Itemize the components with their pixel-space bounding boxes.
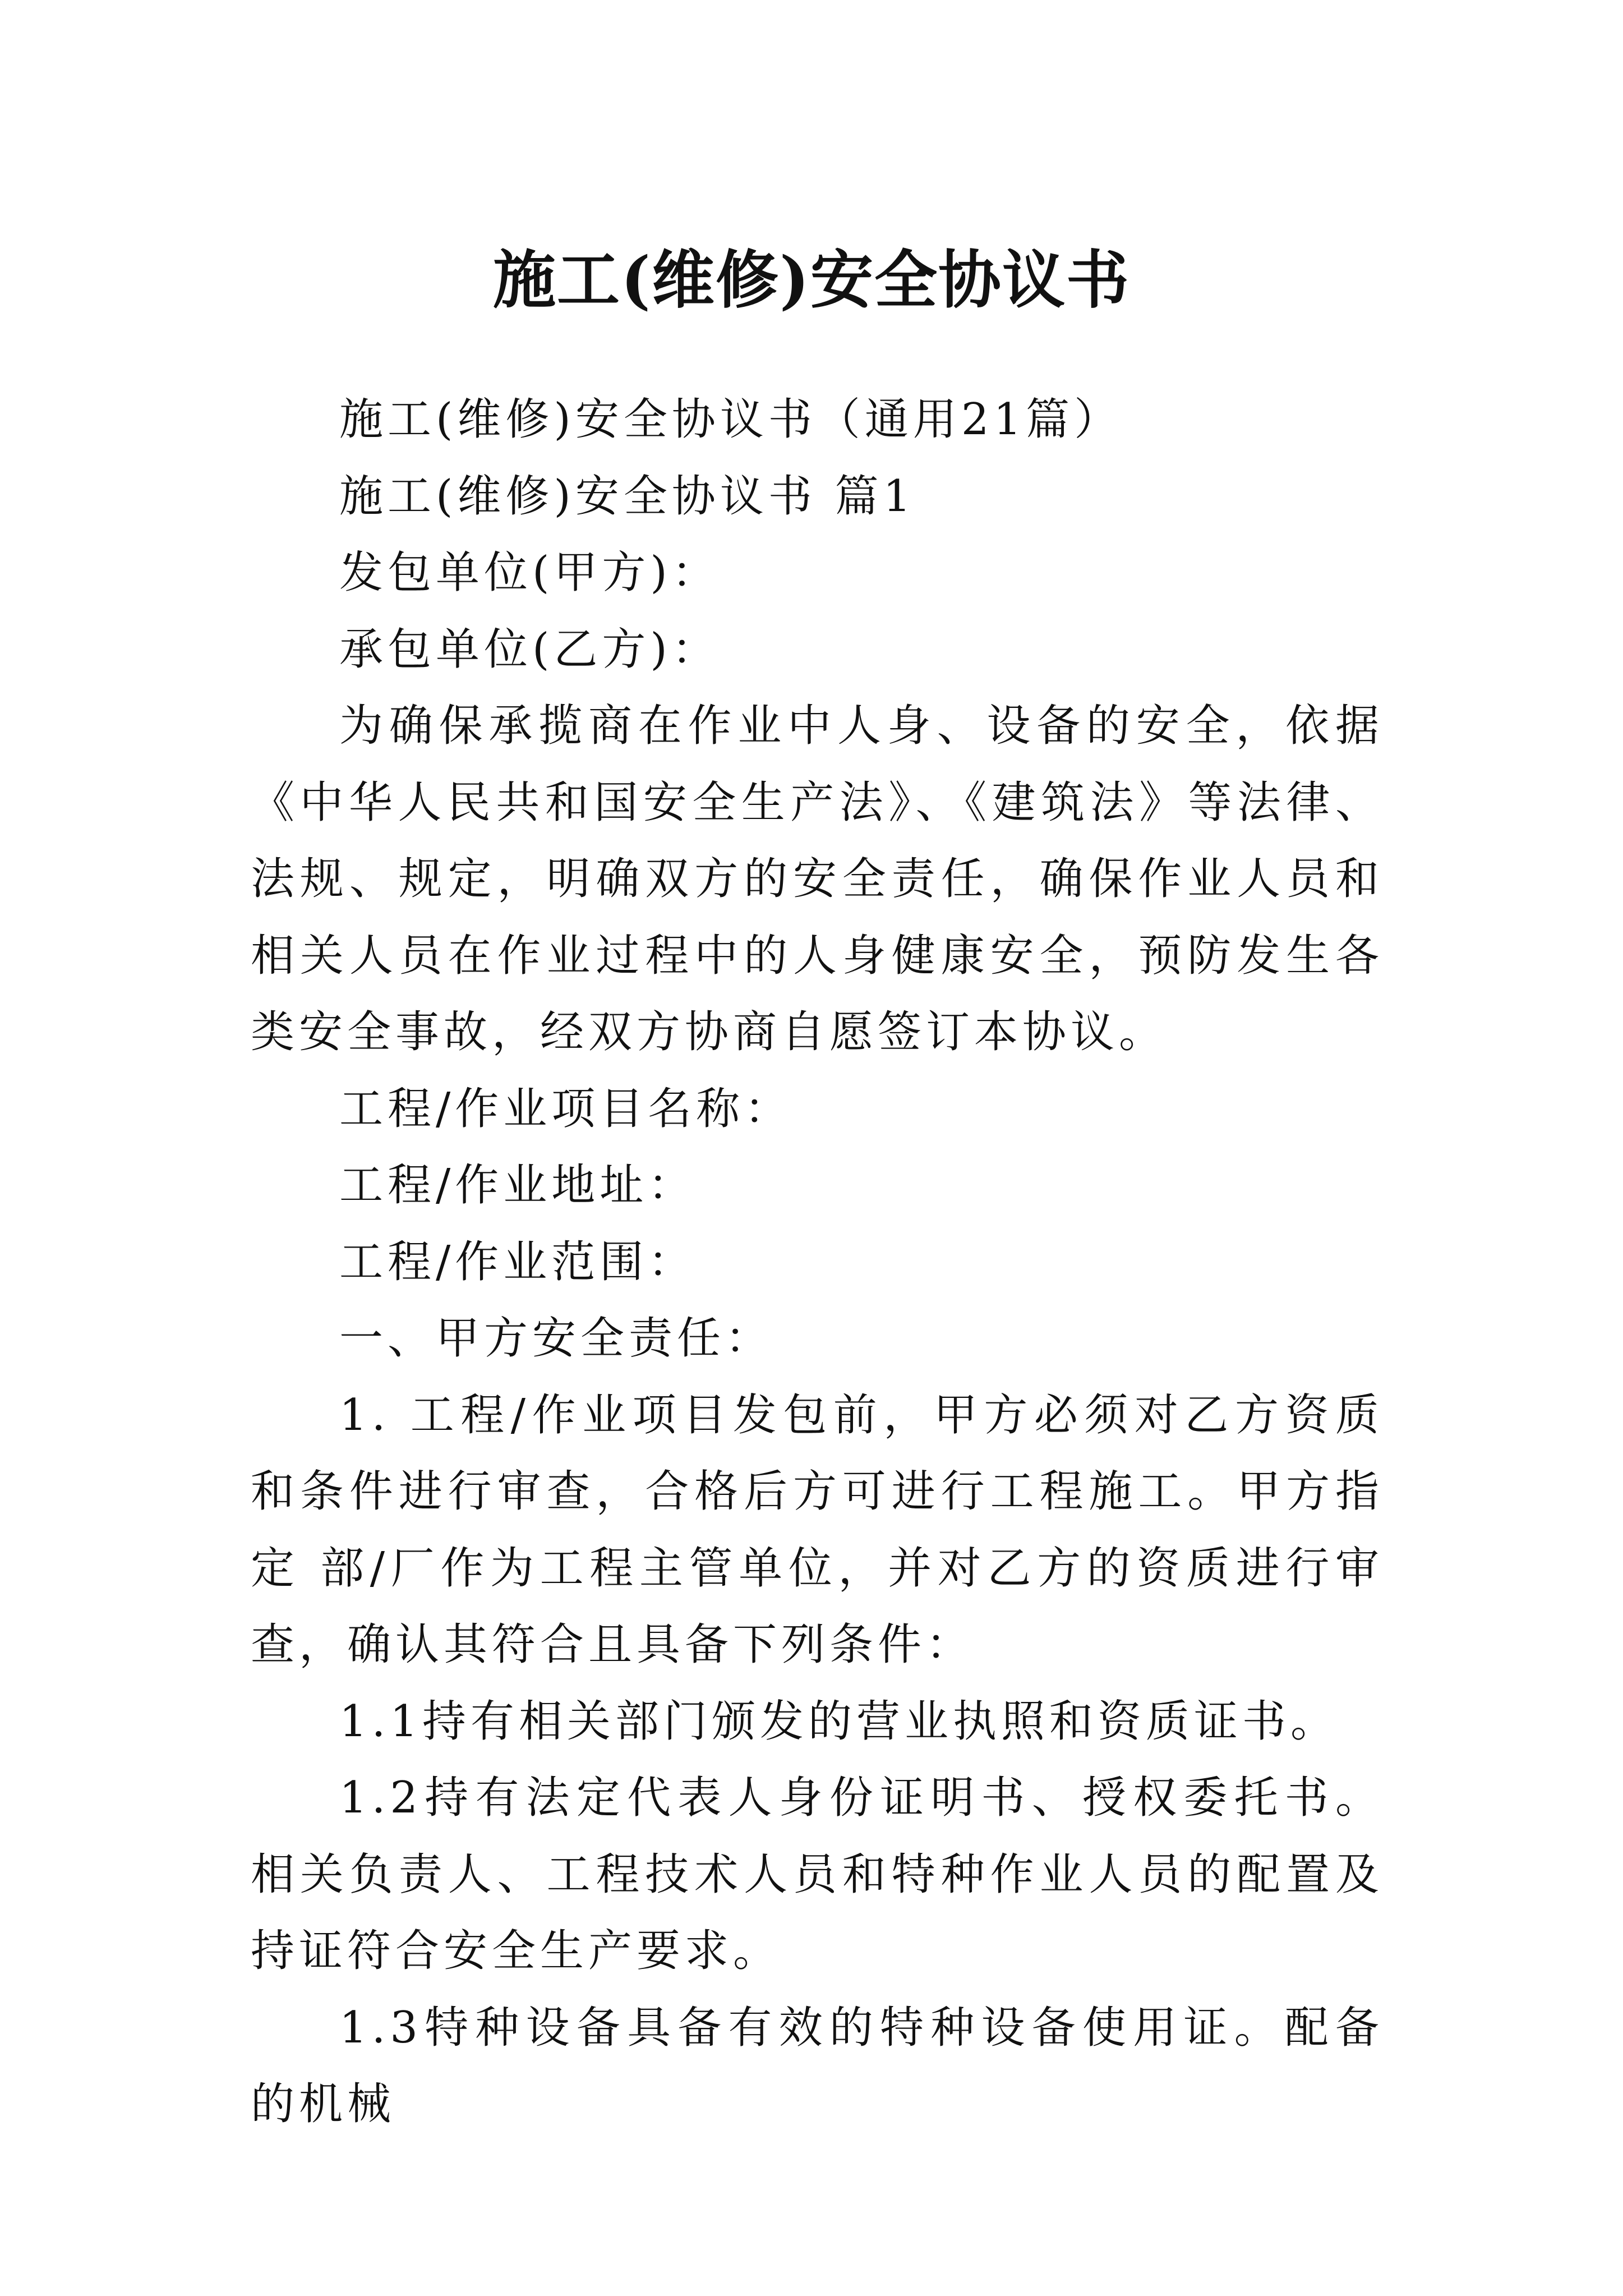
paragraph-clause-1-2: 1.2持有法定代表人身份证明书、授权委托书。相关负责人、工程技术人员和特种作业人员的配置及持证符合安全生产要求。 [251,1773,1384,1976]
paragraph-project-name: 工程/作业项目名称： [339,1083,793,1134]
paragraph-section-heading: 施工(维修)安全协议书 篇1 [339,471,916,522]
paragraph-subtitle: 施工(维修)安全协议书（通用21篇） [339,394,1123,445]
document-body [251,381,1384,2143]
paragraph-project-address: 工程/作业地址： [339,1160,697,1211]
paragraph-party-a: 发包单位(甲方)： [339,547,720,598]
paragraph-clause-1-1: 1.1持有相关部门颁发的营业执照和资质证书。 [339,1696,1339,1747]
paragraph-clause-1: 1. 工程/作业项目发包前，甲方必须对乙方资质和条件进行审查，合格后方可进行工程施工。甲方指定 部/厂作为工程主管单位，并对乙方的资质进行审查，确认其符合且具备下列条件： [251,1389,1384,1670]
document-title: 施工(维修)安全协议书 [493,243,1130,318]
paragraph-party-b: 承包单位(乙方)： [339,624,720,675]
paragraph-party-a-duties-heading: 一、甲方安全责任： [339,1313,774,1364]
paragraph-clause-1-3: 1.3特种设备具备有效的特种设备使用证。配备的机械 [251,2002,1384,2129]
paragraph-purpose: 为确保承揽商在作业中人身、设备的安全，依据《中华人民共和国安全生产法》、《建筑法》等法律、法规、规定，明确双方的安全责任，确保作业人员和相关人员在作业过程中的人身健康安全，预防发生各类安全事故，经双方协商自愿签订本协议。 [251,701,1384,1057]
paragraph-project-scope: 工程/作业范围： [339,1236,697,1287]
